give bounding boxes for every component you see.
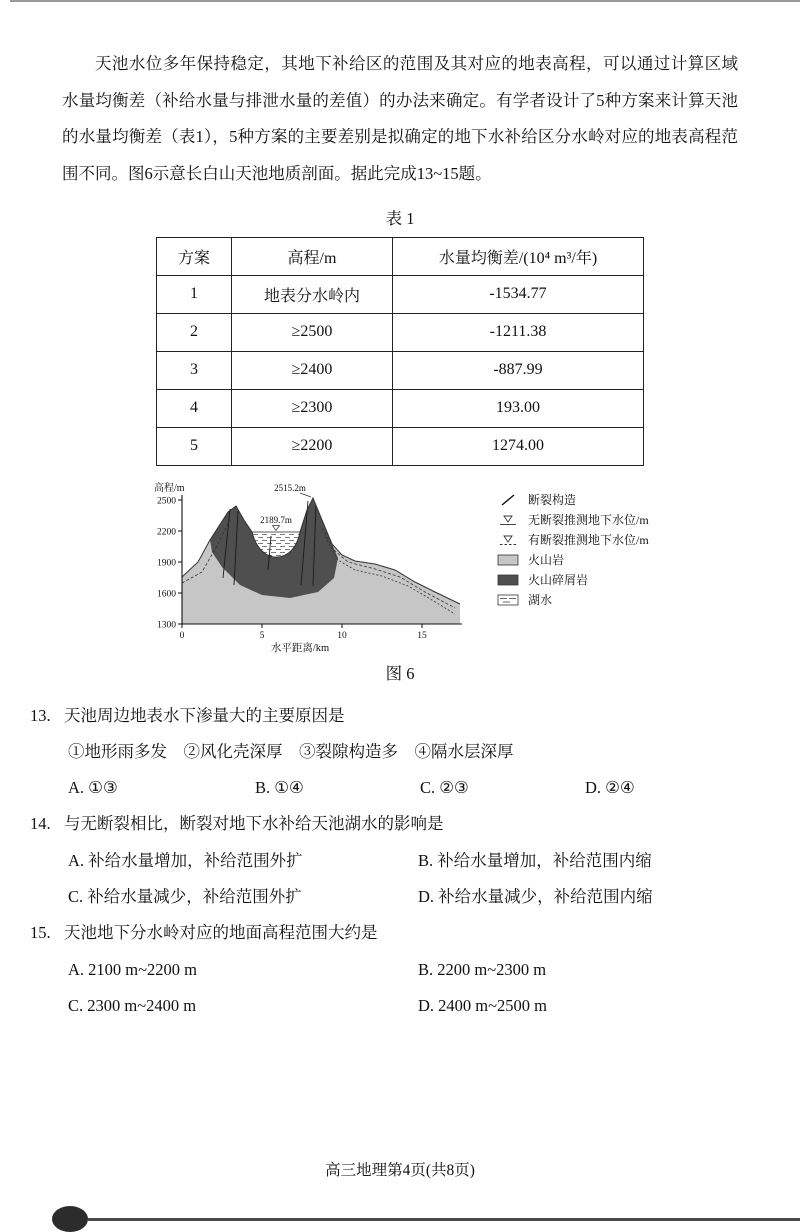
y-tick-label: 1900 <box>157 558 176 568</box>
y-tick-label: 1300 <box>157 620 176 630</box>
question-text: 天池地下分水岭对应的地面高程范围大约是 <box>64 923 378 943</box>
question-options <box>30 843 738 916</box>
table-row <box>157 389 644 427</box>
legend-label: 无断裂推测地下水位/m <box>528 512 649 527</box>
table-cell: 1 <box>157 275 232 313</box>
question-options <box>30 770 738 806</box>
question-stem <box>30 698 738 734</box>
option-b: B. 2200 m~2300 m <box>418 959 547 979</box>
table-cell: ≥2200 <box>232 427 393 465</box>
lake-water-swatch <box>496 593 524 607</box>
scan-artifact-top-edge <box>10 0 800 2</box>
figure-legend <box>496 490 649 610</box>
table-cell: ≥2400 <box>232 351 393 389</box>
cross-section-chart <box>150 482 482 654</box>
option-a: A. 2100 m~2200 m <box>68 959 198 979</box>
legend-label: 火山岩 <box>528 552 565 567</box>
option-a: A. 补给水量增加，补给范围外扩 <box>68 850 303 870</box>
table-row <box>157 427 644 465</box>
scan-artifact-bottom-edge <box>88 1218 800 1221</box>
option-c: C. ②③ <box>420 778 469 798</box>
table-row <box>157 313 644 351</box>
legend-item-water-table-no-fault <box>496 510 649 530</box>
option-d: D. ②④ <box>585 778 635 798</box>
table-cell: 4 <box>157 389 232 427</box>
x-ticks <box>182 624 422 628</box>
y-ticks <box>178 500 182 624</box>
question-text: 与无断裂相比，断裂对地下水补给天池湖水的影响是 <box>64 814 444 834</box>
option-a: A. ①③ <box>68 778 118 798</box>
legend-item-water-table-fault <box>496 530 649 550</box>
geological-cross-section-figure <box>150 482 738 654</box>
volcanic-rock-swatch <box>496 553 524 567</box>
table-cell: ≥2500 <box>232 313 393 351</box>
table-header-row <box>157 237 644 275</box>
question-stem <box>30 806 738 842</box>
question-number: 15. <box>30 923 51 943</box>
water-table-no-fault-icon <box>496 513 524 527</box>
table-cell: -1211.38 <box>393 313 644 351</box>
option-b: B. 补给水量增加，补给范围内缩 <box>418 850 652 870</box>
question-15 <box>30 915 738 1024</box>
question-stem <box>30 915 738 951</box>
option-b: B. ①④ <box>255 778 304 798</box>
question-number: 13. <box>30 705 51 725</box>
water-balance-table <box>156 237 644 466</box>
peak-leader-line <box>300 493 311 497</box>
table-row <box>157 275 644 313</box>
option-c: C. 补给水量减少，补给范围外扩 <box>68 886 302 906</box>
table-cell: ≥2300 <box>232 389 393 427</box>
table-cell: 193.00 <box>393 389 644 427</box>
legend-item-lake-water <box>496 590 649 610</box>
header-scheme: 方案 <box>157 237 232 275</box>
intro-paragraph: 天池水位多年保持稳定，其地下补给区的范围及其对应的地表高程，可以通过计算区域水量均衡差（补给水量与排泄水量的差值）的办法来确定。有学者设计了5种方案来计算天池的水量均衡差（表1），5种方案的主要差别是拟确定的地下水补给区分水岭对应的地表高程范围不同。图6示意长白山天池地质剖面。据此完成13~15题。 <box>62 54 738 183</box>
table-row <box>157 351 644 389</box>
question-text: 天池周边地表水下渗量大的主要原因是 <box>64 705 345 725</box>
question-14 <box>30 806 738 915</box>
option-d: D. 补给水量减少，补给范围内缩 <box>418 886 653 906</box>
scan-artifact-corner <box>52 1206 88 1232</box>
legend-label: 火山碎屑岩 <box>528 572 589 587</box>
legend-label: 有断裂推测地下水位/m <box>528 532 649 547</box>
header-balance: 水量均衡差/(10⁴ m³/年) <box>393 237 644 275</box>
y-axis-label: 高程/m <box>154 482 185 494</box>
option-d: D. 2400 m~2500 m <box>418 995 548 1015</box>
peak-elevation-label: 2515.2m <box>274 482 306 493</box>
pyroclastic-rock-swatch <box>496 573 524 587</box>
x-tick-label: 15 <box>417 630 427 641</box>
x-tick-label: 0 <box>179 630 185 641</box>
question-options <box>30 952 738 1025</box>
page-footer: 高三地理第4页(共8页) <box>325 1162 475 1179</box>
legend-item-pyroclastic-rock <box>496 570 649 590</box>
legend-item-fault <box>496 490 649 510</box>
legend-label: 断裂构造 <box>528 492 577 507</box>
water-table-fault-icon <box>496 533 524 547</box>
lake-elevation-label: 2189.7m <box>260 514 292 525</box>
x-tick-label: 5 <box>259 630 265 641</box>
questions-section <box>30 698 738 1025</box>
question-statements: ①地形雨多发 ②风化壳深厚 ③裂隙构造多 ④隔水层深厚 <box>68 741 514 761</box>
header-elevation: 高程/m <box>232 237 393 275</box>
figure-caption: 图 6 <box>385 663 415 683</box>
y-tick-label: 2500 <box>157 496 176 506</box>
table-cell: 3 <box>157 351 232 389</box>
fault-line-icon <box>496 493 524 507</box>
legend-item-volcanic-rock <box>496 550 649 570</box>
question-number: 14. <box>30 814 51 834</box>
x-tick-label: 10 <box>337 630 347 641</box>
legend-label: 湖水 <box>528 592 553 607</box>
question-13 <box>30 698 738 807</box>
table-cell: 地表分水岭内 <box>232 275 393 313</box>
table-cell: 5 <box>157 427 232 465</box>
y-tick-label: 2200 <box>157 527 176 537</box>
table-cell: 1274.00 <box>393 427 644 465</box>
option-c: C. 2300 m~2400 m <box>68 995 197 1015</box>
table-cell: -887.99 <box>393 351 644 389</box>
table-cell: 2 <box>157 313 232 351</box>
water-level-marker-icon <box>273 525 280 530</box>
table-caption: 表 1 <box>385 208 415 228</box>
y-tick-label: 1600 <box>157 589 176 599</box>
x-axis-label: 水平距离/km <box>270 642 330 654</box>
table-cell: -1534.77 <box>393 275 644 313</box>
